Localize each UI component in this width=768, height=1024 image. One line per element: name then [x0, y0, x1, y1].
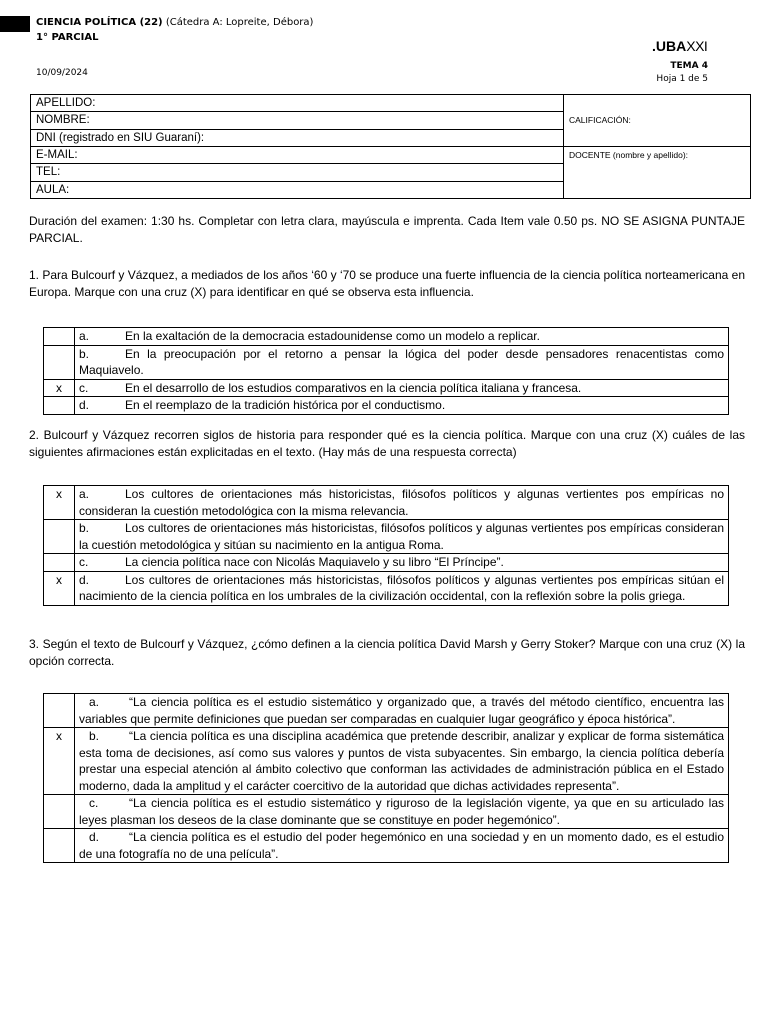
- q1-option-c: [44, 379, 729, 397]
- q1-option-b: [44, 345, 729, 379]
- option-letter: a.: [89, 695, 100, 709]
- q2-option-b: [44, 520, 729, 554]
- q2-options-table: [43, 485, 729, 606]
- option-letter: a.: [79, 329, 90, 343]
- answer-mark-cell[interactable]: [44, 328, 75, 346]
- option-text: En el desarrollo de los estudios comparativos en la ciencia política italiana y francesa.: [125, 380, 582, 395]
- q1-option-a: [44, 328, 729, 346]
- tema-label: TEMA 4: [670, 61, 708, 71]
- option-letter: c.: [79, 380, 89, 395]
- option-text: “La ciencia política es el estudio sistemático y organizado que, a través del método científico, encuentra las variables que permite definiciones que puedan ser comparadas en cualquier lugar geográfico y época histórica”.: [79, 695, 724, 726]
- q1-option-d: [44, 397, 729, 415]
- answer-mark-cell[interactable]: [44, 795, 75, 829]
- option-text: Los cultores de orientaciones más historicistas, filósofos políticos y algunas vertientes pos empíricas sitúan el nacimiento de la ciencia política en los umbrales de la civilización occidental, con la reflexión sobre la polis griega.: [79, 572, 724, 603]
- option-letter: a.: [79, 487, 90, 501]
- option-text: En la preocupación por el retorno a pensar la lógica del poder desde pensadores renacentistas como Maquiavelo.: [79, 346, 724, 377]
- header-black-bar: [0, 16, 30, 32]
- exam-date: 10/09/2024: [36, 68, 88, 78]
- q3-option-c: [44, 795, 729, 829]
- option-letter: c.: [79, 555, 89, 569]
- option-letter: b.: [79, 521, 90, 535]
- option-text: Los cultores de orientaciones más historicistas, filósofos políticos y algunas vertientes pos empíricas no consideran la cuestión metodológica con la misma relevancia.: [79, 487, 724, 518]
- option-text: “La ciencia política es el estudio del poder hegemónico en una sociedad y en un momento dado, es el estudio de una fotografía no de una película”.: [79, 830, 724, 861]
- email-field[interactable]: E-MAIL:: [31, 146, 564, 163]
- answer-mark-cell[interactable]: [44, 345, 75, 379]
- aula-field[interactable]: AULA:: [31, 181, 564, 198]
- page-counter: Hoja 1 de 5: [656, 74, 708, 84]
- docente-field[interactable]: DOCENTE (nombre y apellido):: [564, 146, 751, 198]
- option-text: Los cultores de orientaciones más historicistas, filósofos políticos y algunas vertientes pos empíricas consideran la cuestión metodológica y sitúan su nacimiento en la antigua Roma.: [79, 521, 724, 552]
- q3-options-table: [43, 693, 729, 863]
- option-letter: d.: [89, 830, 100, 844]
- calificacion-field[interactable]: CALIFICACIÓN:: [564, 95, 751, 147]
- option-text: La ciencia política nace con Nicolás Maquiavelo y su libro “El Príncipe”.: [125, 555, 504, 569]
- uba-xxi-logo: .UBAXXI: [652, 38, 708, 54]
- option-letter: c.: [89, 796, 99, 810]
- answer-mark-cell[interactable]: x: [44, 486, 75, 520]
- answer-mark-cell[interactable]: [44, 397, 75, 415]
- q3-prompt: 3. Según el texto de Bulcourf y Vázquez, ¿cómo definen a la ciencia política David Marsh y Gerry Stoker? Marque con una cruz (X) la opción correcta.: [29, 637, 745, 668]
- option-letter: b.: [89, 729, 100, 743]
- nombre-field[interactable]: NOMBRE:: [31, 112, 564, 129]
- q3-option-a: [44, 694, 729, 728]
- q1-prompt: 1. Para Bulcourf y Vázquez, a mediados de los años ‘60 y ‘70 se produce una fuerte influencia de la ciencia política norteamericana en Europa. Marque con una cruz (X) para identificar en qué se observa esta influencia.: [29, 268, 745, 299]
- answer-mark-cell[interactable]: [44, 829, 75, 863]
- exam-title: 1° PARCIAL: [36, 32, 99, 43]
- option-text: “La ciencia política es el estudio sistemático y riguroso de la legislación vigente, ya que en su articulado las leyes plasman los deseos de la clase dominante que se constituye en poder hegemónico”.: [79, 796, 724, 827]
- answer-mark-cell[interactable]: x: [44, 379, 75, 397]
- answer-mark-cell[interactable]: x: [44, 571, 75, 605]
- answer-mark-cell[interactable]: x: [44, 728, 75, 795]
- option-text: En la exaltación de la democracia estadounidense como un modelo a replicar.: [125, 329, 540, 343]
- answer-mark-cell[interactable]: [44, 520, 75, 554]
- student-info-table: [30, 94, 751, 199]
- q2-option-c: [44, 554, 729, 572]
- option-letter: d.: [79, 572, 90, 587]
- answer-mark-cell[interactable]: [44, 554, 75, 572]
- q2-option-a: [44, 486, 729, 520]
- answer-mark-cell[interactable]: [44, 694, 75, 728]
- q3-option-d: [44, 829, 729, 863]
- q1-options-table: [43, 327, 729, 415]
- q3-option-b: [44, 728, 729, 795]
- option-letter: b.: [79, 346, 90, 361]
- course-title: CIENCIA POLÍTICA (22) (Cátedra A: Lopreite, Débora): [36, 17, 314, 28]
- option-text: En el reemplazo de la tradición histórica por el conductismo.: [125, 398, 446, 412]
- apellido-field[interactable]: APELLIDO:: [31, 95, 564, 112]
- q2-option-d: [44, 571, 729, 605]
- option-letter: d.: [79, 398, 90, 412]
- dni-field[interactable]: DNI (registrado en SIU Guaraní):: [31, 129, 564, 146]
- tel-field[interactable]: TEL:: [31, 164, 564, 181]
- q2-prompt: 2. Bulcourf y Vázquez recorren siglos de historia para responder qué es la ciencia política. Marque con una cruz (X) cuáles de las siguientes afirmaciones están explicitadas en el texto. (Hay más de una respuesta correcta): [29, 428, 745, 459]
- instructions: Duración del examen: 1:30 hs. Completar con letra clara, mayúscula e imprenta. Cada Item vale 0.50 ps. NO SE ASIGNA PUNTAJE PARCIAL.: [29, 214, 745, 245]
- option-text: “La ciencia política es una disciplina académica que pretende describir, analizar y explicar de forma sistemática esta toma de decisiones, así como sus valores y puntos de vista subyacentes. Sin embargo, la ciencia política debería prestar una especial atención al ámbito colectivo que conforman las actividades de administración pública en el Estado moderno, dada la amplitud y el carácter coercitivo de la autoridad que dichas actividades representa”.: [79, 729, 724, 793]
